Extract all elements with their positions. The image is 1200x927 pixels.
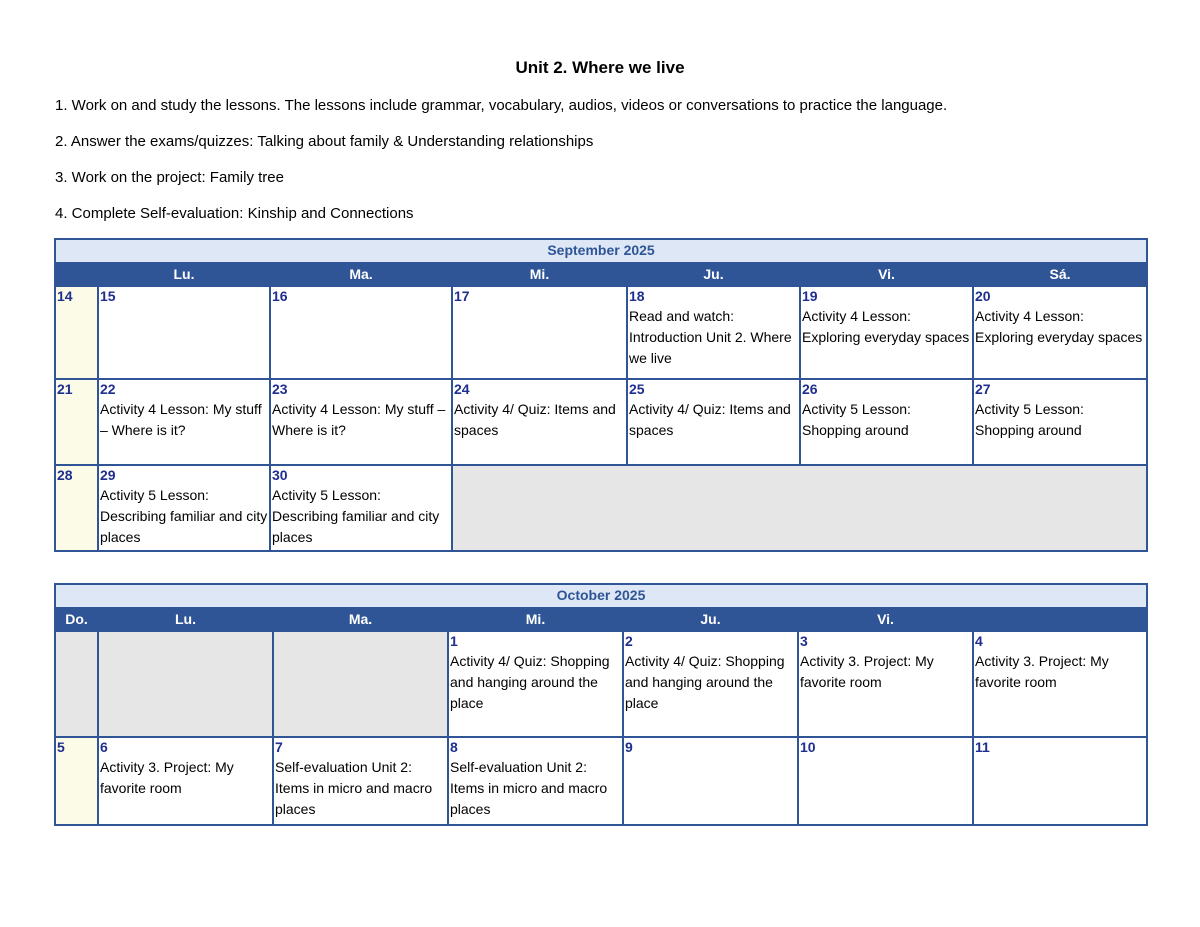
- week-row: [55, 631, 1147, 737]
- sunday-cell: [55, 737, 98, 825]
- week-row: [55, 379, 1147, 465]
- day-event: Activity 5 Lesson: Shopping around: [975, 401, 1084, 438]
- day-cell: [973, 737, 1147, 825]
- empty-cell: [273, 631, 448, 737]
- day-event: Read and watch: Introduction Unit 2. Where we live: [629, 308, 792, 366]
- page-title: Unit 2. Where we live: [515, 58, 685, 77]
- day-header: Sá.: [973, 263, 1147, 286]
- day-number: 9: [625, 739, 633, 755]
- empty-cell: [55, 631, 98, 737]
- instruction-1: 1. Work on and study the lessons. The lessons include grammar, vocabulary, audios, videos or conversations to practice the language.: [55, 97, 948, 114]
- day-cell: [98, 737, 273, 825]
- empty-cell: [98, 631, 273, 737]
- day-number: 29: [100, 467, 116, 483]
- day-cell: [623, 631, 798, 737]
- day-cell: [800, 286, 973, 379]
- day-header: Ma.: [273, 608, 448, 631]
- day-header: Ma.: [270, 263, 452, 286]
- day-event: Activity 3. Project: My favorite room: [800, 653, 934, 690]
- day-number: 21: [57, 381, 73, 397]
- instruction-3: 3. Work on the project: Family tree: [55, 169, 284, 186]
- day-number: 26: [802, 381, 818, 397]
- week-row: [55, 465, 1147, 551]
- day-event: Activity 4/ Quiz: Shopping and hanging around the place: [450, 653, 610, 711]
- day-event: Activity 3. Project: My favorite room: [975, 653, 1109, 690]
- day-number: 17: [454, 288, 470, 304]
- instruction-4: 4. Complete Self-evaluation: Kinship and Connections: [55, 205, 414, 222]
- day-cell: [98, 286, 270, 379]
- day-event: Activity 4 Lesson: Exploring everyday spaces: [802, 308, 970, 345]
- september-calendar: [54, 238, 1148, 552]
- day-cell: [973, 379, 1147, 465]
- day-number: 18: [629, 288, 645, 304]
- day-cell: [800, 379, 973, 465]
- day-number: 20: [975, 288, 991, 304]
- day-number: 19: [802, 288, 818, 304]
- day-event: Activity 5 Lesson: Shopping around: [802, 401, 911, 438]
- day-cell: [623, 737, 798, 825]
- day-cell: [452, 286, 627, 379]
- day-header: Lu.: [98, 263, 270, 286]
- day-number: 23: [272, 381, 288, 397]
- day-cell: [98, 379, 270, 465]
- day-cell: [973, 286, 1147, 379]
- day-cell: [798, 631, 973, 737]
- sunday-cell: [55, 286, 98, 379]
- day-event: Self-evaluation Unit 2: Items in micro and macro places: [450, 759, 608, 817]
- instruction-2: 2. Answer the exams/quizzes: Talking about family & Understanding relationships: [55, 133, 594, 150]
- day-number: 28: [57, 467, 73, 483]
- day-number: 27: [975, 381, 991, 397]
- day-number: 15: [100, 288, 116, 304]
- week-row: [55, 737, 1147, 825]
- day-cell: [448, 631, 623, 737]
- day-header: Mi.: [452, 263, 627, 286]
- day-number: 2: [625, 633, 633, 649]
- day-cell: [973, 631, 1147, 737]
- day-cell: [627, 379, 800, 465]
- day-number: 10: [800, 739, 816, 755]
- day-header: Mi.: [448, 608, 623, 631]
- day-header: Vi.: [800, 263, 973, 286]
- day-number: 6: [100, 739, 108, 755]
- empty-cell: [452, 465, 1147, 551]
- day-header-sunday: [55, 263, 98, 286]
- day-header: Do.: [55, 608, 98, 631]
- day-event: Activity 4/ Quiz: Shopping and hanging around the place: [625, 653, 785, 711]
- day-number: 11: [975, 739, 990, 755]
- month-title: September 2025: [55, 239, 1147, 263]
- day-number: 4: [975, 633, 983, 649]
- day-event: Activity 4/ Quiz: Items and spaces: [629, 401, 791, 438]
- day-cell: [627, 286, 800, 379]
- day-event: Activity 4 Lesson: My stuff – Where is it?: [100, 401, 262, 438]
- sunday-cell: [55, 465, 98, 551]
- day-number: 3: [800, 633, 808, 649]
- day-cell: [452, 379, 627, 465]
- month-title: October 2025: [55, 584, 1147, 608]
- day-event: Activity 5 Lesson: Describing familiar and city places: [100, 487, 268, 545]
- day-number: 16: [272, 288, 288, 304]
- day-number: 7: [275, 739, 283, 755]
- day-cell: [798, 737, 973, 825]
- day-number: 22: [100, 381, 116, 397]
- day-event: Self-evaluation Unit 2: Items in micro and macro places: [275, 759, 433, 817]
- day-number: 25: [629, 381, 645, 397]
- day-cell: [270, 379, 452, 465]
- day-header: Ju.: [623, 608, 798, 631]
- day-number: 1: [450, 633, 458, 649]
- day-header: Ju.: [627, 263, 800, 286]
- day-number: 24: [454, 381, 470, 397]
- day-cell: [98, 465, 270, 551]
- october-calendar: [54, 583, 1148, 826]
- sunday-cell: [55, 379, 98, 465]
- day-cell: [448, 737, 623, 825]
- day-header: Lu.: [98, 608, 273, 631]
- day-event: Activity 5 Lesson: Describing familiar and city places: [272, 487, 440, 545]
- day-number: 8: [450, 739, 458, 755]
- day-number: 14: [57, 288, 73, 304]
- day-number: 30: [272, 467, 288, 483]
- day-event: Activity 3. Project: My favorite room: [100, 759, 234, 796]
- day-header: [973, 608, 1147, 631]
- day-number: 5: [57, 739, 65, 755]
- day-cell: [270, 286, 452, 379]
- day-event: Activity 4/ Quiz: Items and spaces: [454, 401, 616, 438]
- day-cell: [270, 465, 452, 551]
- day-event: Activity 4 Lesson: My stuff – Where is it?: [272, 401, 446, 438]
- day-event: Activity 4 Lesson: Exploring everyday spaces: [975, 308, 1143, 345]
- day-header: Vi.: [798, 608, 973, 631]
- day-cell: [273, 737, 448, 825]
- week-row: [55, 286, 1147, 379]
